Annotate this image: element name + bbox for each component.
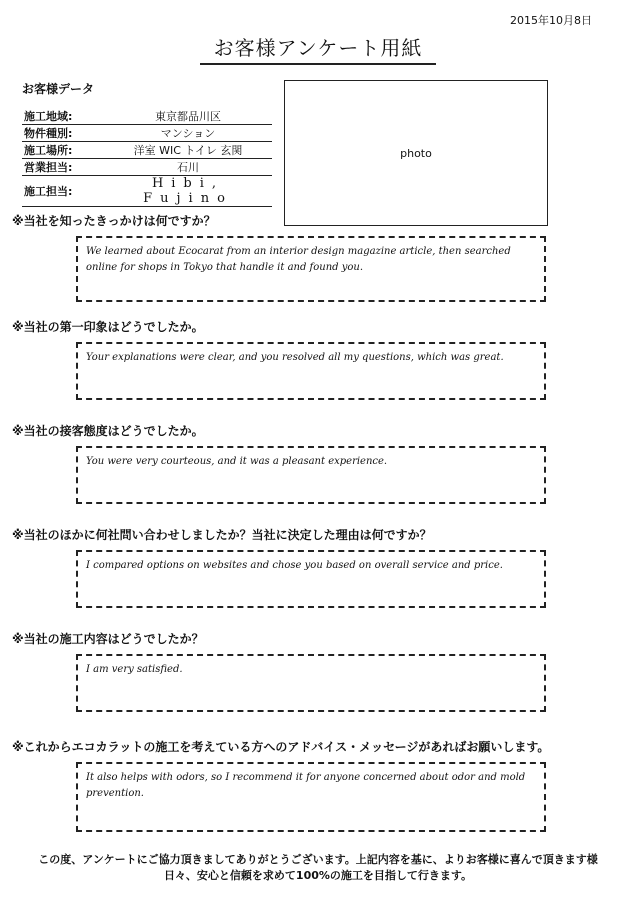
info-row-installer	[22, 176, 272, 207]
footer-line-1: この度、アンケートにご協力頂きましてありがとうございます。上記内容を基に、よりお客様に喜んで頂きます様	[38, 853, 598, 866]
answer-box-3: You were very courteous, and it was a pleasant experience.	[76, 446, 546, 504]
footer-line-2: 日々、安心と信頼を求めて100%の施工を目指して行きます。	[163, 869, 473, 882]
info-row-location	[22, 142, 272, 159]
answer-box-1: We learned about Ecocarat from an interior design magazine article, then searched online for shops in Tokyo that handle it and found you.	[76, 236, 546, 302]
info-label: 物件種別:	[22, 125, 104, 142]
info-value: マンション	[104, 125, 272, 142]
info-row-property	[22, 125, 272, 142]
info-value: 石川	[104, 159, 272, 176]
question-6: ※これからエコカラットの施工を考えている方へのアドバイス・メッセージがあればお願いします。	[12, 740, 550, 754]
answer-box-4: I compared options on websites and chose you based on overall service and price.	[76, 550, 546, 608]
info-row-sales	[22, 159, 272, 176]
answer-box-5: I am very satisfied.	[76, 654, 546, 712]
customer-heading: お客様データ	[22, 82, 95, 96]
question-5: ※当社の施工内容はどうでしたか？	[12, 632, 204, 646]
question-4: ※当社のほかに何社問い合わせしましたか？当社に決定した理由は何ですか？	[12, 528, 432, 542]
info-label: 施工場所:	[22, 142, 104, 159]
answer-box-2: Your explanations were clear, and you resolved all my questions, which was great.	[76, 342, 546, 400]
info-value-handwritten: Hibi, Fujino	[104, 176, 272, 207]
question-2: ※当社の第一印象はどうでしたか。	[12, 320, 204, 334]
info-label: 施工地域:	[22, 108, 104, 125]
page-title: お客様アンケート用紙	[200, 32, 437, 65]
survey-date: 2015年10月8日	[510, 14, 592, 27]
info-value: 洋室 WIC トイレ 玄関	[104, 142, 272, 159]
question-3: ※当社の接客態度はどうでしたか。	[12, 424, 204, 438]
footer-message	[0, 852, 636, 884]
info-row-area	[22, 108, 272, 125]
answer-box-6: It also helps with odors, so I recommend it for anyone concerned about odor and mold prevention.	[76, 762, 546, 832]
photo-label: photo	[400, 146, 432, 160]
info-value: 東京都品川区	[104, 108, 272, 125]
customer-info-table	[22, 108, 272, 207]
photo-placeholder	[284, 80, 548, 226]
title-wrapper	[0, 32, 636, 65]
info-label: 営業担当:	[22, 159, 104, 176]
info-label: 施工担当:	[22, 176, 104, 207]
question-1: ※当社を知ったきっかけは何ですか？	[12, 214, 216, 228]
